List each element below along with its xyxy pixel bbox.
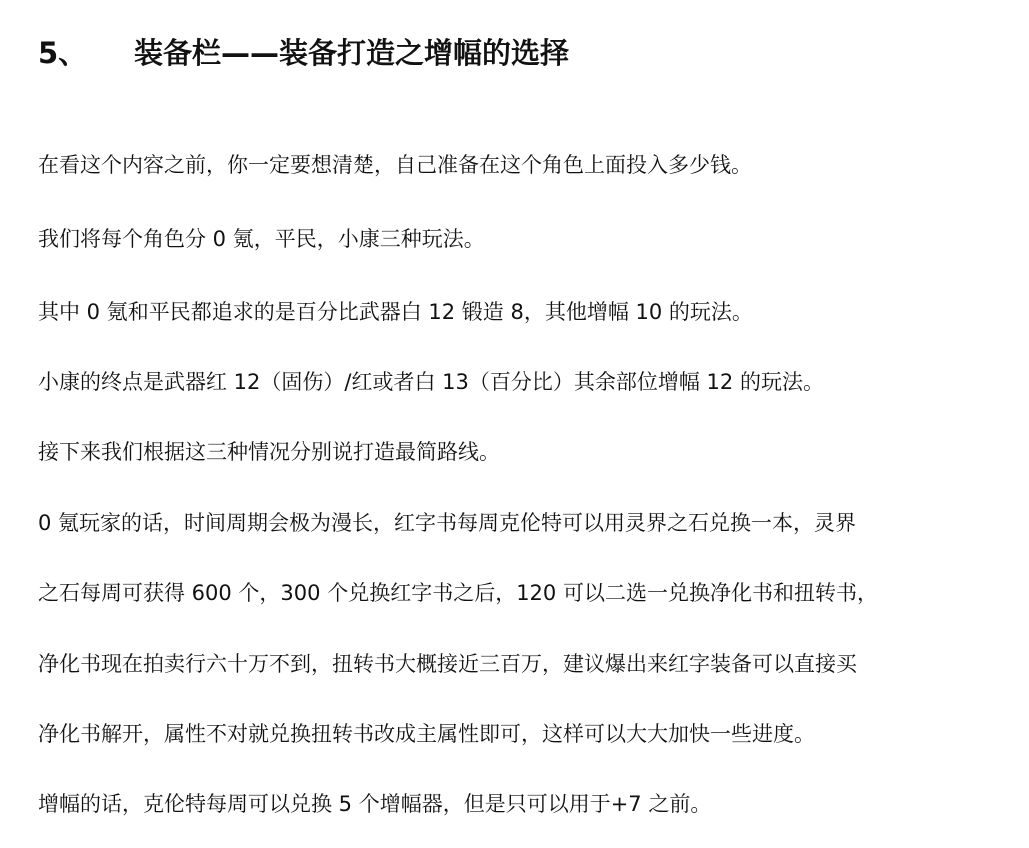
section-heading xyxy=(38,30,569,76)
paragraph-line: 净化书解开，属性不对就兑换扭转书改成主属性即可，这样可以大大加快一些进度。 xyxy=(38,722,815,746)
paragraph-line: 增幅的话，克伦特每周可以兑换 5 个增幅器，但是只可以用于+7 之前。 xyxy=(38,792,712,816)
section-number: 5、 xyxy=(38,36,88,70)
paragraph-line: 净化书现在拍卖行六十万不到，扭转书大概接近三百万，建议爆出来红字装备可以直接买 xyxy=(38,652,857,676)
paragraph-line: 在看这个内容之前，你一定要想清楚，自己准备在这个角色上面投入多少钱。 xyxy=(38,153,752,177)
paragraph-line: 小康的终点是武器红 12（固伤）/红或者白 13（百分比）其余部位增幅 12 的玩法。 xyxy=(38,370,824,394)
paragraph-line: 其中 0 氪和平民都追求的是百分比武器白 12 锻造 8，其他增幅 10 的玩法。 xyxy=(38,300,753,324)
paragraph-line: 接下来我们根据这三种情况分别说打造最简路线。 xyxy=(38,440,500,464)
paragraph-line: 之石每周可获得 600 个，300 个兑换红字书之后，120 可以二选一兑换净化书和扭转书， xyxy=(38,581,878,605)
paragraph-line: 0 氪玩家的话，时间周期会极为漫长，红字书每周克伦特可以用灵界之石兑换一本，灵界 xyxy=(38,511,857,535)
paragraph-line: 我们将每个角色分 0 氪，平民，小康三种玩法。 xyxy=(38,227,485,251)
section-title: 装备栏——装备打造之增幅的选择 xyxy=(134,36,570,70)
